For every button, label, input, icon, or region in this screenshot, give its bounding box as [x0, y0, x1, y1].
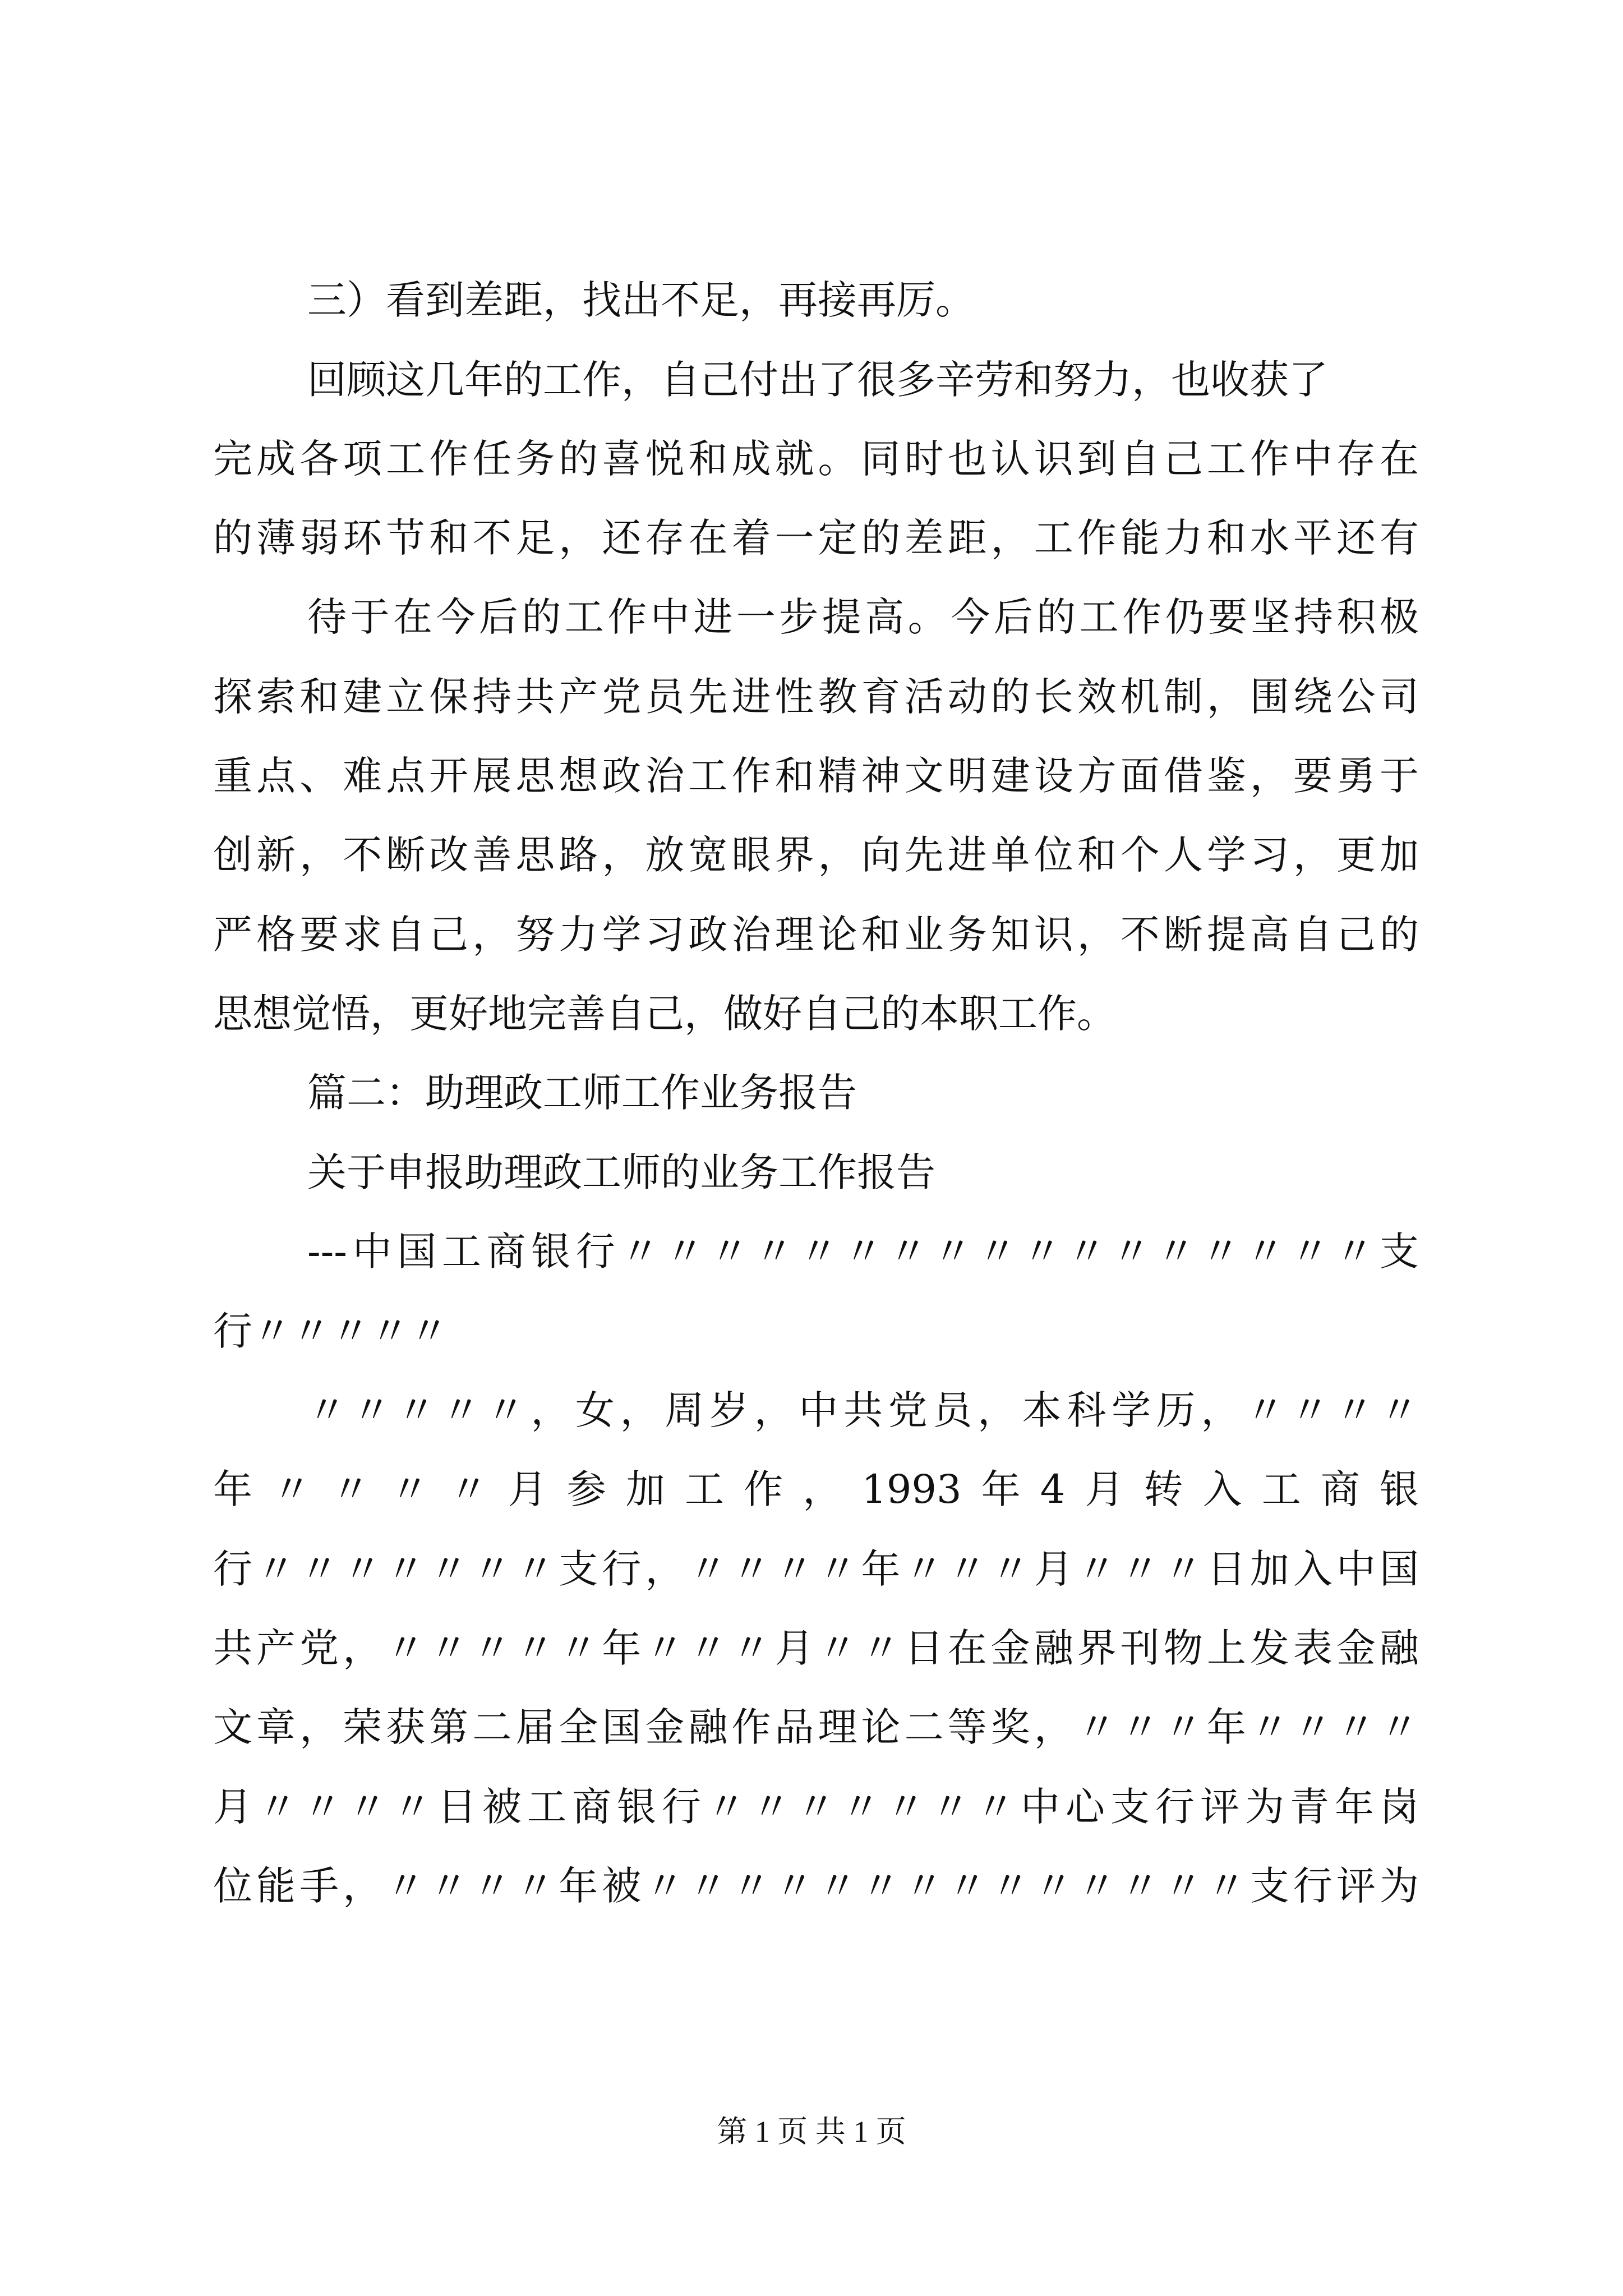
report-title: 关于申报助理政工师的业务工作报告: [307, 1149, 935, 1195]
text-line: 文章，荣获第二届全国金融作品理论二等奖，〃〃〃年〃〃〃〃: [213, 1704, 1419, 1750]
text-line: 年〃〃〃〃月参加工作，1993年4月转入工商银: [213, 1466, 1419, 1512]
text-line: 月〃〃〃〃日被工商银行〃〃〃〃〃〃〃中心支行评为青年岗: [213, 1784, 1419, 1830]
text-line: 探索和建立保持共产党员先进性教育活动的长效机制，围绕公司: [213, 674, 1419, 720]
page-number-footer: 第 1 页 共 1 页: [717, 2115, 906, 2148]
text-line: 的薄弱环节和不足，还存在着一定的差距，工作能力和水平还有: [213, 515, 1419, 561]
text-line: 〃〃〃〃〃，女，周岁，中共党员，本科学历，〃〃〃〃: [307, 1387, 1419, 1433]
text-line: 三）看到差距，找出不足，再接再厉。: [307, 277, 975, 323]
text-line: 严格要求自己，努力学习政治理论和业务知识，不断提高自己的: [213, 912, 1419, 958]
text-line: 完成各项工作任务的喜悦和成就。同时也认识到自己工作中存在: [213, 436, 1419, 482]
text-line: 行〃〃〃〃〃: [213, 1308, 449, 1354]
text-line: 位能手，〃〃〃〃年被〃〃〃〃〃〃〃〃〃〃〃〃〃〃支行评为: [213, 1863, 1419, 1909]
text-line: 回顾这几年的工作，自己付出了很多辛劳和努力，也收获了: [307, 357, 1328, 403]
text-line: 行〃〃〃〃〃〃〃支行，〃〃〃〃年〃〃〃月〃〃〃日加入中国: [213, 1546, 1419, 1592]
text-line: ---中国工商银行〃〃〃〃〃〃〃〃〃〃〃〃〃〃〃〃〃支: [307, 1228, 1419, 1274]
text-line: 思想觉悟，更好地完善自己，做好自己的本职工作。: [213, 991, 1116, 1037]
text-line: 待于在今后的工作中进一步提高。今后的工作仍要坚持积极: [307, 594, 1419, 640]
text-line: 创新，不断改善思路，放宽眼界，向先进单位和个人学习，更加: [213, 832, 1419, 878]
section-heading: 篇二：助理政工师工作业务报告: [307, 1070, 857, 1116]
text-line: 共产党，〃〃〃〃〃年〃〃〃月〃〃日在金融界刊物上发表金融: [213, 1625, 1419, 1671]
text-line: 重点、难点开展思想政治工作和精神文明建设方面借鉴，要勇于: [213, 753, 1419, 799]
